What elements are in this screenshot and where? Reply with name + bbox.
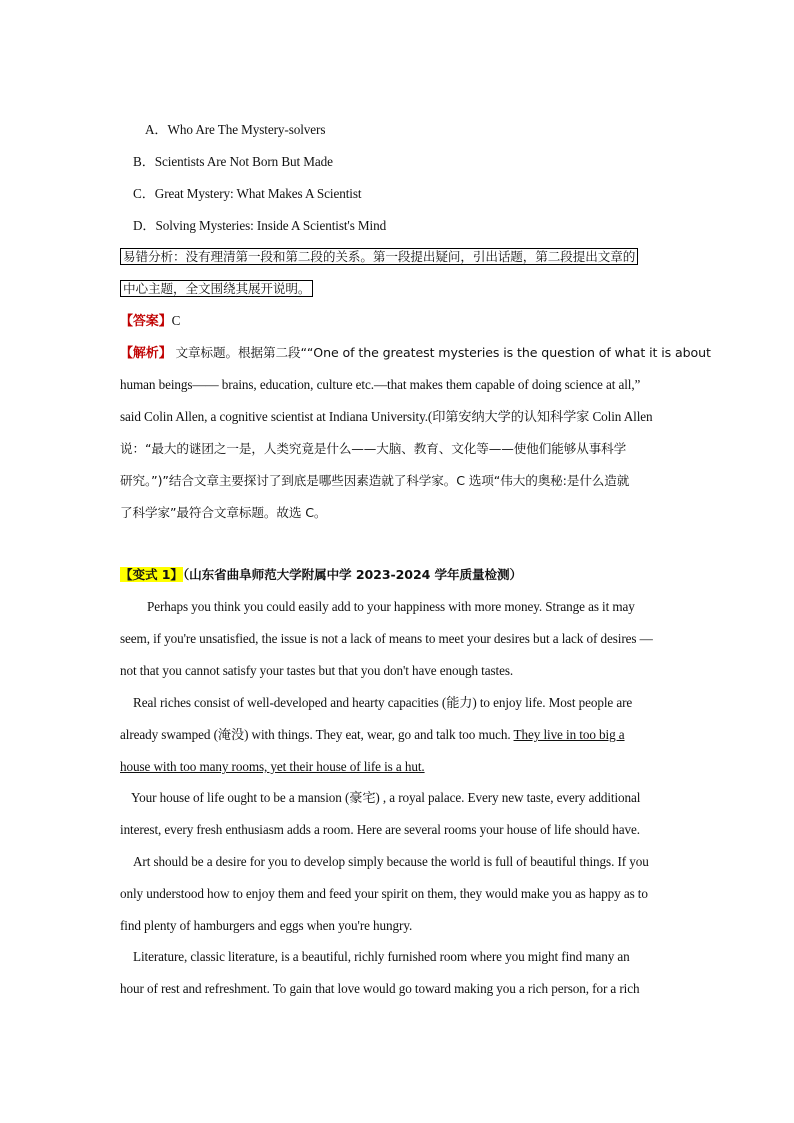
passage-p1-line-3: not that you cannot satisfy your tastes but that you don't have enough tastes. <box>120 663 514 678</box>
error-analysis-line-1 <box>120 248 700 266</box>
passage-p2-line-2 <box>120 726 700 744</box>
passage-p4-line-2: only understood how to enjoy them and feed your spirit on them, they would make you as happy as to <box>120 886 648 901</box>
passage-p2-underlined-1: They live in too big a <box>513 727 625 742</box>
answer-line <box>120 312 700 331</box>
option-a-text: Who Are The Mystery-solvers <box>167 122 326 137</box>
option-c <box>133 185 713 203</box>
analysis-label: 【解析】 <box>120 346 172 361</box>
option-b-text: Scientists Are Not Born But Made <box>154 154 333 169</box>
option-b-letter: B． <box>133 154 155 169</box>
passage-p1-line-1: Perhaps you think you could easily add to your happiness with more money. Strange as it may <box>147 599 635 614</box>
option-a-letter: A． <box>145 122 168 137</box>
passage-p2-line-1: Real riches consist of well-developed and hearty capacities (能力) to enjoy life. Most people are <box>133 695 633 710</box>
passage-p2-line-3 <box>120 758 700 776</box>
option-d <box>133 217 713 235</box>
variant-label: 【变式 1】 <box>120 567 183 582</box>
option-a <box>145 121 725 139</box>
variant-source: （山东省曲阜师范大学附属中学 2023-2024 学年质量检测） <box>182 567 523 582</box>
error-analysis-text-2: 中心主题，全文围绕其展开说明。 <box>120 280 313 297</box>
passage-p1-line-2: seem, if you're unsatisfied, the issue is not a lack of means to meet your desires but a lack of desires — <box>120 631 653 646</box>
analysis-line-5: 研究。”)”结合文章主要探讨了到底是哪些因素造就了科学家。C 选项“伟大的奥秘:是什么造就 <box>120 473 630 488</box>
passage-p2-underlined-2: house with too many rooms, yet their house of life is a hut. <box>120 759 425 774</box>
passage-p4-line-3: find plenty of hamburgers and eggs when you're hungry. <box>120 918 413 933</box>
analysis-line-3: said Colin Allen, a cognitive scientist at Indiana University.(印第安纳大学的认知科学家 Colin Allen <box>120 409 653 424</box>
analysis-line-6: 了科学家”最符合文章标题。故选 C。 <box>120 505 327 520</box>
error-analysis-line-2 <box>120 280 700 298</box>
analysis-text-1: 文章标题。根据第二段““One of the greatest mysteries is the question of what it is about <box>171 345 711 360</box>
passage-p3-line-1: Your house of life ought to be a mansion (豪宅) , a royal palace. Every new taste, every additional <box>131 790 641 805</box>
answer-label: 【答案】 <box>120 314 172 329</box>
passage-p5-line-1: Literature, classic literature, is a beautiful, richly furnished room where you might find many an <box>133 949 630 964</box>
analysis-line-1 <box>120 344 711 363</box>
option-b <box>133 153 713 171</box>
answer-value: C <box>171 313 181 328</box>
option-d-text: Solving Mysteries: Inside A Scientist's Mind <box>155 218 387 233</box>
passage-p4-line-1: Art should be a desire for you to develop simply because the world is full of beautiful things. If you <box>133 854 649 869</box>
analysis-line-4: 说：“最大的谜团之一是，人类究竟是什么——大脑、教育、文化等——使他们能够从事科学 <box>120 441 627 456</box>
option-c-letter: C． <box>133 186 155 201</box>
analysis-line-2: human beings—— brains, education, culture etc.—that makes them capable of doing science at all,” <box>120 377 641 392</box>
option-c-text: Great Mystery: What Makes A Scientist <box>154 186 362 201</box>
passage-p3-line-2: interest, every fresh enthusiasm adds a room. Here are several rooms your house of life should have. <box>120 822 640 837</box>
option-d-letter: D． <box>133 218 156 233</box>
passage-p2-text: already swamped (淹没) with things. They eat, wear, go and talk too much. <box>120 727 514 742</box>
passage-p5-line-2: hour of rest and refreshment. To gain that love would go toward making you a rich person, for a rich <box>120 981 640 996</box>
error-analysis-text-1: 易错分析：没有理清第一段和第二段的关系。第一段提出疑问，引出话题，第二段提出文章的 <box>120 248 638 265</box>
variant-header <box>120 566 700 584</box>
